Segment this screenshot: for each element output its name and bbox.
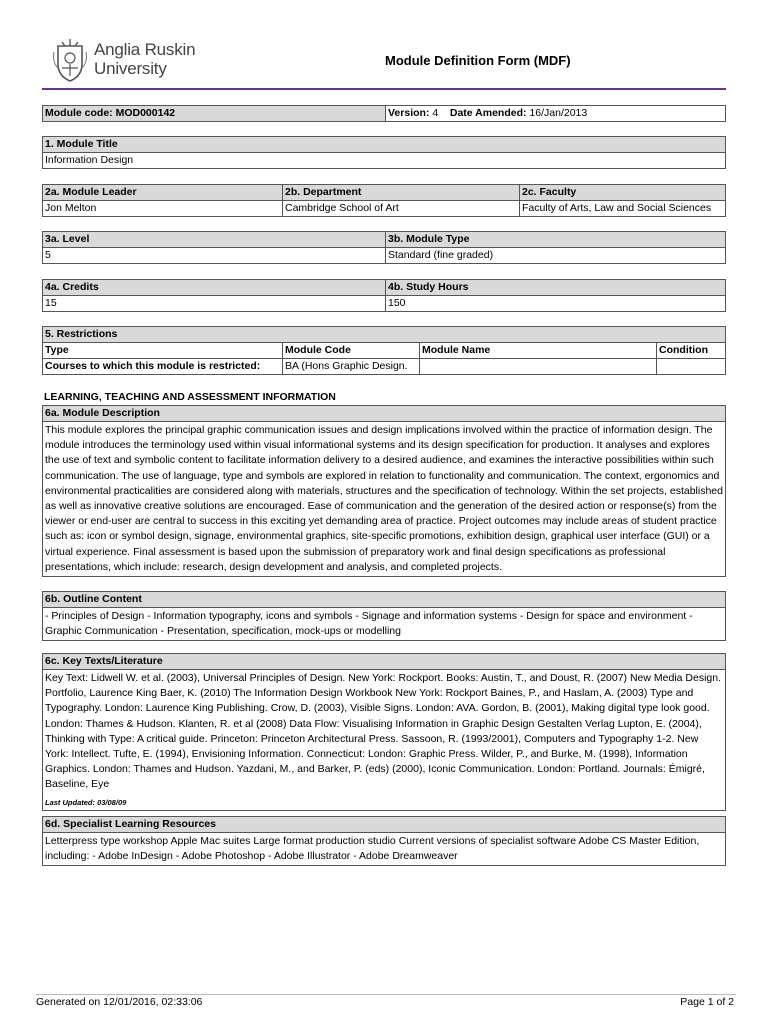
section-heading: LEARNING, TEACHING AND ASSESSMENT INFORMATION	[44, 391, 336, 403]
module-leader-label: 2a. Module Leader	[43, 185, 283, 201]
university-name-line2: University	[94, 59, 167, 78]
date-amended-value: 16/Jan/2013	[529, 107, 588, 119]
restriction-code: BA (Hons Graphic Design.	[283, 359, 420, 375]
description-text: This module explores the principal graphic communication issues and design implications involved within the practice of information design. The module introduces the terminology used within visual informational systems and its design specification for production. It analyses and explores the use of text and symbolic content to facilitate information delivery to a desired audience, and examines the interactive possibilities within such communication. The use of language, type and symbols are explored in relation to functionality and communication. The context, ergonomics and environmental practicalities are considered along with materials, structures and the specification of technology. Within the set projects, established as well as innovative creative solutions are encouraged. Ease of communication and the generation of the desired action or response(s) from the viewer or end-user are central to success in this exciting yet demanding area of practice. Project outcomes may include areas of student practice such as: icon or symbol design, signage, environmental graphics, site-specific promotions, exhibition design, graphical user interface (GUI) or a virtual experience. Final assessment is based upon the submission of preparatory work and final design specifications as professional presentations, which include: research, design development and analysis, and completed projects.	[43, 422, 726, 577]
credits-value: 15	[43, 296, 386, 312]
description-table	[42, 405, 726, 577]
module-title-value: Information Design	[43, 153, 726, 169]
page-number: Page 1 of 2	[680, 996, 734, 1008]
university-logo	[52, 38, 222, 84]
footer-divider	[36, 994, 736, 995]
module-leader-value: Jon Melton	[43, 201, 283, 217]
restrictions-col-code: Module Code	[283, 343, 420, 359]
level-value: 5	[43, 248, 386, 264]
module-type-value: Standard (fine graded)	[386, 248, 726, 264]
module-title-table	[42, 136, 726, 169]
department-label: 2b. Department	[283, 185, 520, 201]
level-table	[42, 231, 726, 264]
faculty-label: 2c. Faculty	[520, 185, 726, 201]
restrictions-col-name: Module Name	[420, 343, 657, 359]
module-code-table	[42, 105, 726, 122]
resources-text: Letterpress type workshop Apple Mac suites Large format production studio Current versions of specialist software Adobe CS Master Edition, including: - Adobe InDesign - Adobe Photoshop - Adobe Illustrator - Adobe Dreamweaver	[43, 833, 726, 866]
restrictions-col-type: Type	[43, 343, 283, 359]
restrictions-col-condition: Condition	[657, 343, 726, 359]
university-name-line1: Anglia Ruskin	[94, 40, 196, 59]
department-value: Cambridge School of Art	[283, 201, 520, 217]
restrictions-label: 5. Restrictions	[43, 327, 726, 343]
restrictions-table	[42, 326, 726, 375]
key-texts-text: Key Text: Lidwell W. et al. (2003), Universal Principles of Design. New York: Rockport. Books: Austin, T., and Doust, R. (2007) New Media Design. Portfolio, Laurence King Baer, K. (2010) The Information Design Workbook New York: Rockport Baines, P., and Haslam, A. (2003) Type and Typography. London: Laurence King Publishing. Crow, D. (2003), Visible Signs. London: AVA. Gordon, B. (2001), Making digital type look good. London: Thames & Hudson. Klanten, R. et al (2008) Data Flow: Visualising Information in Graphic Design Gestalten Verlag Lupton, E. (2004), Thinking with Type: A critical guide. Princeton: Princeton Architectural Press. Sassoon, R. (1993/2001), Computers and Typography 1-2. New York: Intellect. Tufte, E. (1994), Envisioning Information. Connecticut: London: Graphic Press. Wilder, P., and Burke, M. (1998), Information Graphics. London: Thames and Hudson. Yazdani, M., and Barker, P. (eds) (2000), Iconic Communication. London: Portland. Journals: Émigré, Baseline, Eye	[45, 672, 722, 791]
study-hours-label: 4b. Study Hours	[386, 280, 726, 296]
key-texts-cell	[43, 670, 726, 811]
form-title: Module Definition Form (MDF)	[385, 53, 571, 68]
outline-table	[42, 591, 726, 641]
key-texts-table	[42, 653, 726, 811]
version-date-cell	[386, 106, 726, 122]
header-divider	[42, 88, 726, 90]
credits-table	[42, 279, 726, 312]
level-label: 3a. Level	[43, 232, 386, 248]
module-title-label: 1. Module Title	[43, 137, 726, 153]
version-value: 4	[432, 107, 439, 119]
leader-table	[42, 184, 726, 217]
last-updated: Last Updated: 03/08/09	[45, 797, 127, 807]
outline-text: - Principles of Design - Information typography, icons and symbols - Signage and information systems - Design for space and environment - Graphic Communication - Presentation, specification, mock-ups or modelling	[43, 608, 726, 641]
study-hours-value: 150	[386, 296, 726, 312]
crest-icon	[52, 38, 88, 82]
resources-label: 6d. Specialist Learning Resources	[43, 817, 726, 833]
faculty-value: Faculty of Arts, Law and Social Sciences	[520, 201, 726, 217]
restriction-name	[420, 359, 657, 375]
generated-timestamp: Generated on 12/01/2016, 02:33:06	[36, 996, 203, 1008]
restriction-type: Courses to which this module is restricted:	[43, 359, 283, 375]
credits-label: 4a. Credits	[43, 280, 386, 296]
restriction-condition	[657, 359, 726, 375]
outline-label: 6b. Outline Content	[43, 592, 726, 608]
module-type-label: 3b. Module Type	[386, 232, 726, 248]
resources-table	[42, 816, 726, 866]
key-texts-label: 6c. Key Texts/Literature	[43, 654, 726, 670]
description-label: 6a. Module Description	[43, 406, 726, 422]
date-amended-label: Date Amended:	[449, 107, 527, 119]
module-code: Module code: MOD000142	[43, 106, 386, 122]
version-label: Version:	[388, 107, 430, 119]
